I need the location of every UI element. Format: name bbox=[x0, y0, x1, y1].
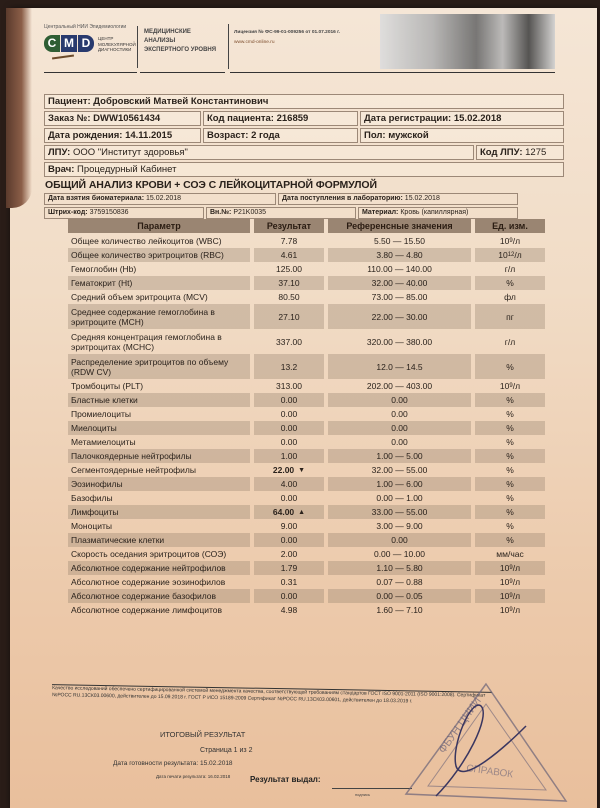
reference-cell: 1.10 — 5.80 bbox=[328, 561, 471, 575]
doctor-field bbox=[44, 162, 564, 177]
header-parameter: Параметр bbox=[68, 219, 250, 233]
reference-cell: 5.50 — 15.50 bbox=[373, 236, 426, 246]
website-link[interactable]: www.cmd-online.ru bbox=[234, 40, 275, 45]
unit-cell: % bbox=[506, 409, 514, 419]
table-row bbox=[68, 519, 558, 533]
result-value: 9.00 bbox=[280, 521, 298, 531]
table-row bbox=[68, 379, 558, 393]
sex-label: Пол: bbox=[364, 130, 386, 141]
reference-cell: 33.00 — 55.00 bbox=[328, 505, 471, 519]
reference-cell: 3.00 — 9.00 bbox=[376, 521, 423, 531]
test-title: ОБЩИЙ АНАЛИЗ КРОВИ + СОЭ С ЛЕЙКОЦИТАРНОЙ ФОРМУЛОЙ bbox=[45, 179, 377, 191]
cmd-logo bbox=[44, 35, 94, 52]
patient-name-field bbox=[44, 94, 564, 109]
unit-cell bbox=[475, 603, 545, 617]
header-rule bbox=[230, 72, 555, 73]
unit-cell: % bbox=[475, 421, 545, 435]
header-divider bbox=[137, 26, 138, 68]
reference-cell: 32.00 — 55.00 bbox=[371, 465, 428, 475]
parameter-cell: Абсолютное содержание нейтрофилов bbox=[68, 561, 250, 575]
parameter-cell: Среднее содержание гемоглобина в эритроците (MCH) bbox=[68, 304, 250, 329]
header-reference: Референсные значения bbox=[328, 219, 471, 233]
internal-number-value: P21K0035 bbox=[233, 209, 267, 216]
unit-cell: % bbox=[475, 505, 545, 519]
result-cell bbox=[254, 393, 324, 407]
material-value: Кровь (капиллярная) bbox=[400, 209, 469, 216]
reference-cell: 0.07 — 0.88 bbox=[376, 577, 423, 587]
reference-cell: 0.00 — 10.00 bbox=[373, 549, 426, 559]
result-value: 4.00 bbox=[280, 479, 298, 489]
result-cell bbox=[254, 575, 324, 589]
parameter-cell: Скорость оседания эритроцитов (СОЭ) bbox=[71, 549, 227, 559]
barcode-field bbox=[44, 207, 204, 219]
header-title bbox=[144, 28, 216, 55]
result-cell bbox=[254, 276, 324, 290]
parameter-cell: Моноциты bbox=[71, 521, 112, 531]
unit-cell: % bbox=[506, 465, 514, 475]
result-value: 2.00 bbox=[280, 549, 298, 559]
result-value: 0.00 bbox=[280, 591, 298, 601]
unit-tail: /л bbox=[512, 605, 521, 615]
result-value: 313.00 bbox=[276, 381, 302, 391]
reference-cell: 32.00 — 40.00 bbox=[328, 276, 471, 290]
table-row bbox=[68, 407, 558, 421]
parameter-cell: Общее количество эритроцитов (RBC) bbox=[68, 248, 250, 262]
table-row bbox=[68, 248, 558, 262]
order-number-field bbox=[44, 111, 201, 126]
reference-cell: 0.00 — 1.00 bbox=[376, 493, 423, 503]
table-row bbox=[68, 477, 558, 491]
registration-date-value: 15.02.2018 bbox=[453, 113, 502, 124]
unit-cell: г/л bbox=[504, 264, 516, 274]
header-rule bbox=[44, 72, 137, 73]
parameter-cell: Тромбоциты (PLT) bbox=[71, 381, 144, 391]
birth-date-field bbox=[44, 128, 201, 143]
reference-cell: 3.80 — 4.80 bbox=[328, 248, 471, 262]
order-label: Заказ №: bbox=[48, 113, 91, 124]
result-cell bbox=[254, 519, 324, 533]
report-header bbox=[40, 22, 565, 74]
parameter-cell: Средняя концентрация гемоглобина в эритроцитах (MCHC) bbox=[71, 331, 222, 352]
sex-value: мужской bbox=[388, 130, 429, 141]
logo-letter-m: M bbox=[61, 35, 77, 52]
lpu-code-label: Код ЛПУ: bbox=[480, 147, 523, 158]
header-rule bbox=[140, 72, 225, 73]
reference-cell: 320.00 — 380.00 bbox=[366, 336, 433, 347]
table-row bbox=[68, 421, 558, 435]
issued-by-label: Результат выдал: bbox=[250, 775, 321, 784]
result-cell bbox=[254, 589, 324, 603]
result-value: 125.00 bbox=[276, 264, 302, 274]
unit-tail: /л bbox=[514, 250, 522, 260]
table-row bbox=[68, 463, 558, 477]
table-row bbox=[68, 589, 558, 603]
parameter-cell: Гемоглобин (Hb) bbox=[71, 264, 137, 274]
unit-base: 10 bbox=[499, 563, 510, 573]
reference-cell: 0.00 bbox=[391, 409, 408, 419]
unit-exponent: 12 bbox=[507, 252, 515, 258]
reference-cell: 73.00 — 85.00 bbox=[371, 292, 428, 302]
svg-text:СПРАВОК: СПРАВОК bbox=[465, 763, 514, 781]
sample-date-value: 15.02.2018 bbox=[145, 195, 182, 202]
doctor-label: Врач: bbox=[48, 164, 75, 175]
arrow-down-icon: ▼ bbox=[298, 466, 306, 474]
result-value: 64.00 bbox=[272, 507, 295, 517]
table-row bbox=[68, 234, 558, 248]
patient-code-label: Код пациента: bbox=[207, 113, 274, 124]
result-cell bbox=[254, 290, 324, 304]
header-unit: Ед. изм. bbox=[475, 219, 545, 233]
table-row bbox=[68, 505, 558, 519]
unit-tail: /л bbox=[512, 563, 521, 573]
unit-cell: % bbox=[475, 393, 545, 407]
unit-exponent: 9 bbox=[509, 383, 513, 389]
ready-date: Дата готовности результата: 15.02.2018 bbox=[113, 760, 233, 767]
table-row bbox=[68, 304, 558, 329]
laboratory-photo bbox=[380, 14, 555, 69]
sample-date-label: Дата взятия биоматериала: bbox=[48, 195, 145, 202]
lpu-field bbox=[44, 145, 474, 160]
lab-date-field bbox=[278, 193, 518, 205]
table-header bbox=[68, 219, 558, 233]
result-value: 4.61 bbox=[280, 250, 298, 260]
result-cell bbox=[254, 477, 324, 491]
unit-cell: % bbox=[475, 276, 545, 290]
unit-cell: % bbox=[475, 354, 545, 379]
header-title-line: ЭКСПЕРТНОГО УРОВНЯ bbox=[144, 47, 217, 53]
table-row bbox=[68, 276, 558, 290]
unit-cell: мм/час bbox=[496, 549, 524, 559]
result-value: 80.50 bbox=[278, 292, 300, 302]
age-value: 2 года bbox=[251, 130, 280, 141]
table-row bbox=[68, 575, 558, 589]
registration-date-field bbox=[360, 111, 564, 126]
result-value: 4.98 bbox=[280, 605, 298, 615]
birth-date-value: 14.11.2015 bbox=[125, 130, 173, 141]
reference-cell: 1.00 — 6.00 bbox=[328, 477, 471, 491]
patient-name-label: Пациент: bbox=[48, 96, 91, 107]
parameter-cell: Бластные клетки bbox=[68, 393, 250, 407]
result-value: 22.00 bbox=[272, 465, 295, 475]
doctor-value: Процедурный Кабинет bbox=[77, 164, 177, 175]
result-cell bbox=[254, 505, 324, 519]
reference-cell: 1.00 — 5.00 bbox=[328, 449, 471, 463]
unit-cell: % bbox=[506, 521, 514, 531]
birth-date-label: Дата рождения: bbox=[48, 130, 123, 141]
unit-cell: % bbox=[506, 437, 514, 447]
unit-exponent: 9 bbox=[509, 565, 513, 571]
unit-tail: /л bbox=[512, 591, 521, 601]
unit-base: 10 bbox=[499, 605, 510, 615]
result-cell bbox=[254, 561, 324, 575]
reference-cell: 1.60 — 7.10 bbox=[376, 605, 423, 615]
result-cell bbox=[254, 304, 324, 329]
unit-cell bbox=[475, 379, 545, 393]
reference-cell: 22.00 — 30.00 bbox=[328, 304, 471, 329]
parameter-cell: Миелоциты bbox=[68, 421, 250, 435]
table-row bbox=[68, 561, 558, 575]
result-value: 1.79 bbox=[280, 563, 298, 573]
unit-cell: пг bbox=[475, 304, 545, 329]
age-field bbox=[203, 128, 358, 143]
result-cell bbox=[254, 421, 324, 435]
sex-field bbox=[360, 128, 564, 143]
parameter-cell: Лимфоциты bbox=[68, 505, 250, 519]
reference-cell: 0.00 bbox=[391, 437, 408, 447]
logo-letter-d: D bbox=[78, 35, 94, 52]
result-cell bbox=[254, 603, 324, 617]
table-body bbox=[68, 234, 558, 617]
unit-exponent: 9 bbox=[509, 593, 513, 599]
table-row bbox=[68, 491, 558, 505]
unit-base: 10 bbox=[498, 250, 508, 260]
institute-name: Центральный НИИ Эпидемиологии bbox=[44, 24, 127, 30]
header-divider bbox=[228, 24, 229, 69]
certification-text: Качество исследований обеспечено сертифицированной системой менеджмента качества, соответствующей требованиям стандартов ГОСТ ISO 9001-2011 (ISO 9001:2008). Сертификат №РОСС RU.13СК03.00600, действителен до 15.09.2018 г. ГОСТ Р ИСО 15189-2009 Сертификат №РОСС RU.13СК03.00601, действителен до 18.03.2019 г. bbox=[51, 685, 486, 705]
table-row bbox=[68, 393, 558, 407]
reference-cell: 202.00 — 403.00 bbox=[366, 381, 433, 391]
unit-base: 10 bbox=[499, 236, 510, 246]
result-cell bbox=[254, 379, 324, 393]
unit-cell: % bbox=[475, 477, 545, 491]
result-cell bbox=[254, 234, 324, 248]
lpu-label: ЛПУ: bbox=[48, 147, 71, 158]
unit-cell: % bbox=[475, 449, 545, 463]
table-row bbox=[68, 329, 558, 354]
table-row bbox=[68, 547, 558, 561]
result-value: 0.00 bbox=[280, 535, 298, 545]
result-cell bbox=[254, 354, 324, 379]
result-cell bbox=[254, 262, 324, 276]
material-field bbox=[358, 207, 518, 219]
arrow-up-icon: ▲ bbox=[298, 508, 306, 516]
result-value: 37.10 bbox=[278, 278, 300, 288]
result-value: 337.00 bbox=[276, 336, 302, 347]
lab-date-value: 15.02.2018 bbox=[404, 195, 440, 202]
parameter-cell: Гематокрит (Ht) bbox=[68, 276, 250, 290]
result-cell bbox=[254, 435, 324, 449]
result-value: 7.78 bbox=[280, 236, 298, 246]
table-row bbox=[68, 354, 558, 379]
reference-cell: 0.00 bbox=[328, 421, 471, 435]
result-cell bbox=[254, 547, 324, 561]
patient-info bbox=[44, 94, 564, 221]
svg-text:ФБУН ЦНИИ: ФБУН ЦНИИ bbox=[436, 695, 484, 756]
results-table bbox=[68, 219, 558, 617]
result-cell bbox=[254, 329, 324, 354]
parameter-cell: Плазматические клетки bbox=[68, 533, 250, 547]
parameter-cell: Абсолютное содержание лимфоцитов bbox=[71, 605, 223, 615]
parameter-cell: Палочкоядерные нейтрофилы bbox=[68, 449, 250, 463]
result-cell bbox=[254, 449, 324, 463]
age-label: Возраст: bbox=[207, 130, 249, 141]
unit-base: 10 bbox=[499, 577, 510, 587]
order-value: DWW10561434 bbox=[93, 113, 161, 124]
result-value: 13.2 bbox=[280, 361, 298, 372]
reference-cell: 0.00 bbox=[328, 533, 471, 547]
lpu-code-field bbox=[476, 145, 564, 160]
reference-cell: 0.00 — 0.05 bbox=[328, 589, 471, 603]
internal-number-label: Вн.№: bbox=[210, 209, 232, 216]
table-row bbox=[68, 290, 558, 304]
unit-cell: фл bbox=[504, 292, 516, 302]
parameter-cell: Абсолютное содержание эозинофилов bbox=[71, 577, 226, 587]
header-result: Результат bbox=[254, 219, 324, 233]
logo-letter-c: C bbox=[44, 35, 60, 52]
unit-cell: % bbox=[475, 533, 545, 547]
registration-date-label: Дата регистрации: bbox=[364, 113, 452, 124]
parameter-cell: Метамиелоциты bbox=[71, 437, 136, 447]
barcode-value: 3759150836 bbox=[89, 209, 129, 216]
parameter-cell: Базофилы bbox=[71, 493, 113, 503]
page-number: Страница 1 из 2 bbox=[200, 747, 253, 754]
result-cell bbox=[254, 407, 324, 421]
header-title-line: МЕДИЦИНСКИЕ bbox=[144, 29, 191, 35]
unit-tail: /л bbox=[512, 236, 521, 246]
unit-exponent: 9 bbox=[509, 607, 513, 613]
table-row bbox=[68, 435, 558, 449]
parameter-cell: Общее количество лейкоцитов (WBC) bbox=[71, 236, 222, 246]
result-cell bbox=[254, 491, 324, 505]
result-cell bbox=[254, 463, 324, 477]
triangular-stamp-icon bbox=[396, 676, 586, 806]
sample-date-field bbox=[44, 193, 276, 205]
parameter-cell: Сегментоядерные нейтрофилы bbox=[71, 465, 196, 475]
unit-base: 10 bbox=[499, 381, 510, 391]
parameter-cell: Промиелоциты bbox=[71, 409, 132, 419]
unit-cell: % bbox=[506, 493, 514, 503]
logo-subtitle: ЦЕНТР МОЛЕКУЛЯРНОЙ ДИАГНОСТИКИ bbox=[98, 36, 136, 52]
parameter-cell: Распределение эритроцитов по объему (RDW CV) bbox=[68, 354, 250, 379]
patient-code-field bbox=[203, 111, 358, 126]
result-value: 0.00 bbox=[280, 437, 298, 447]
parameter-cell: Средний объем эритроцита (MCV) bbox=[71, 292, 208, 302]
print-date: Дата печати результата: 16.02.2018 bbox=[156, 774, 231, 779]
license-text: Лицензия № ФС-99-01-009256 от 01.07.2016 г. bbox=[234, 30, 341, 35]
signature-label: подпись bbox=[355, 792, 371, 797]
unit-cell bbox=[475, 575, 545, 589]
internal-number-field bbox=[206, 207, 356, 219]
lpu-value: ООО "Институт здоровья" bbox=[72, 147, 188, 158]
parameter-cell: Эозинофилы bbox=[68, 477, 250, 491]
reference-cell: 110.00 — 140.00 bbox=[367, 264, 432, 274]
table-row bbox=[68, 603, 558, 617]
result-value: 0.31 bbox=[280, 577, 298, 587]
unit-exponent: 9 bbox=[509, 238, 513, 244]
finger-holding-paper bbox=[6, 8, 32, 208]
reference-cell: 0.00 bbox=[328, 393, 471, 407]
table-row bbox=[68, 262, 558, 276]
lab-date-label: Дата поступления в лабораторию: bbox=[282, 195, 403, 202]
unit-base: 10 bbox=[499, 591, 510, 601]
material-label: Материал: bbox=[362, 209, 399, 216]
table-row bbox=[68, 449, 558, 463]
unit-cell bbox=[475, 248, 545, 262]
lpu-code-value: 1275 bbox=[525, 147, 547, 158]
result-value: 0.00 bbox=[280, 395, 298, 405]
unit-exponent: 9 bbox=[509, 579, 513, 585]
barcode-label: Штрих-код: bbox=[48, 209, 88, 216]
header-title-line: АНАЛИЗЫ bbox=[144, 38, 176, 44]
patient-code-value: 216859 bbox=[276, 113, 309, 124]
unit-tail: /л bbox=[512, 381, 521, 391]
result-value: 1.00 bbox=[280, 451, 298, 461]
final-result-label: ИТОГОВЫЙ РЕЗУЛЬТАТ bbox=[160, 730, 246, 739]
result-value: 27.10 bbox=[278, 311, 300, 322]
result-value: 0.00 bbox=[280, 493, 298, 503]
lab-report-paper bbox=[10, 8, 597, 808]
unit-cell bbox=[475, 561, 545, 575]
patient-name-value: Добровский Матвей Константинович bbox=[93, 96, 269, 107]
result-cell bbox=[254, 248, 324, 262]
result-value: 0.00 bbox=[280, 409, 298, 419]
unit-cell bbox=[475, 234, 545, 248]
logo-underline bbox=[52, 54, 74, 59]
result-value: 0.00 bbox=[280, 423, 298, 433]
unit-cell: г/л bbox=[504, 336, 516, 347]
unit-cell bbox=[475, 589, 545, 603]
unit-tail: /л bbox=[512, 577, 521, 587]
reference-cell: 12.0 — 14.5 bbox=[328, 354, 471, 379]
result-cell bbox=[254, 533, 324, 547]
parameter-cell: Абсолютное содержание базофилов bbox=[68, 589, 250, 603]
table-row bbox=[68, 533, 558, 547]
